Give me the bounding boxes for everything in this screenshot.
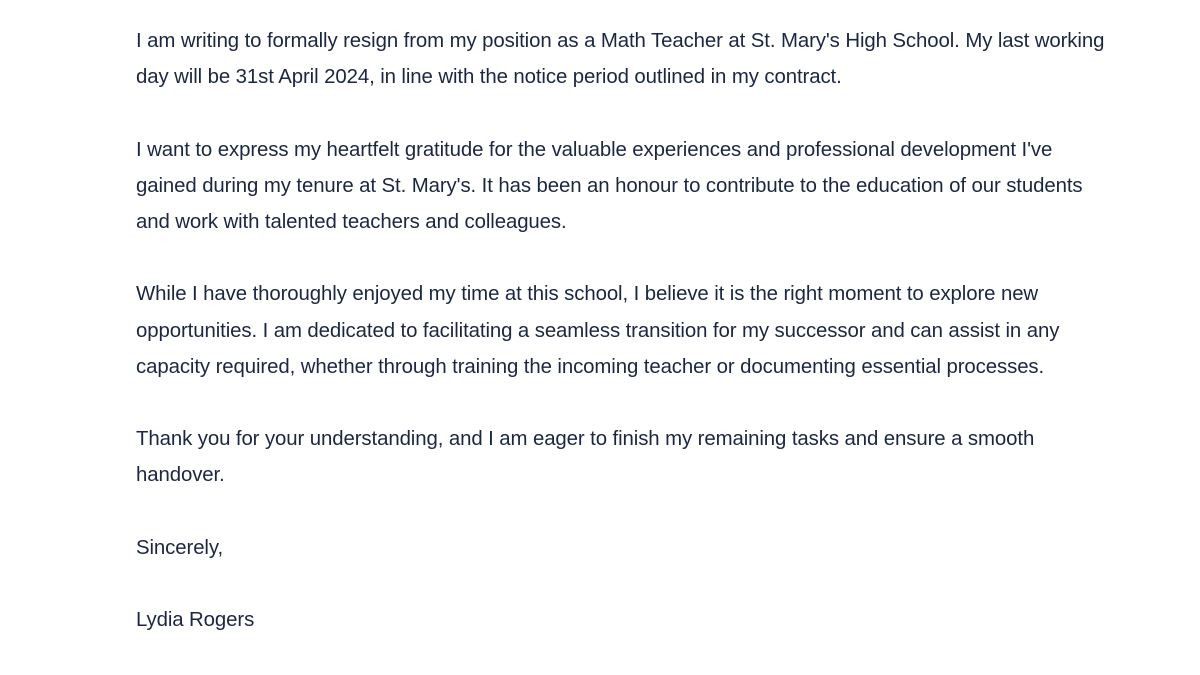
letter-closing: Sincerely, <box>136 536 224 559</box>
letter-paragraph-resignation-notice: I am writing to formally resign from my position as a Math Teacher at St. Mary's High School. My last working day will be 31st April 2024, in line with the notice period outlined in my contract. <box>136 30 1105 89</box>
letter-paragraph-transition: While I have thoroughly enjoyed my time at this school, I believe it is the right moment to explore new opportunities. I am dedicated to facilitating a seamless transition for my successor and can assist in any capacity required, whether through training the incoming teacher or documenting essential processes. <box>136 283 1060 378</box>
resignation-letter-body <box>136 23 1116 638</box>
letter-paragraph-thanks: Thank you for your understanding, and I am eager to finish my remaining tasks and ensure a smooth handover. <box>136 428 1035 487</box>
letter-paragraph-gratitude: I want to express my heartfelt gratitude for the valuable experiences and professional development I've gained during my tenure at St. Mary's. It has been an honour to contribute to the education of our students and work with talented teachers and colleagues. <box>136 138 1083 233</box>
signature-name: Lydia Rogers <box>136 609 255 632</box>
